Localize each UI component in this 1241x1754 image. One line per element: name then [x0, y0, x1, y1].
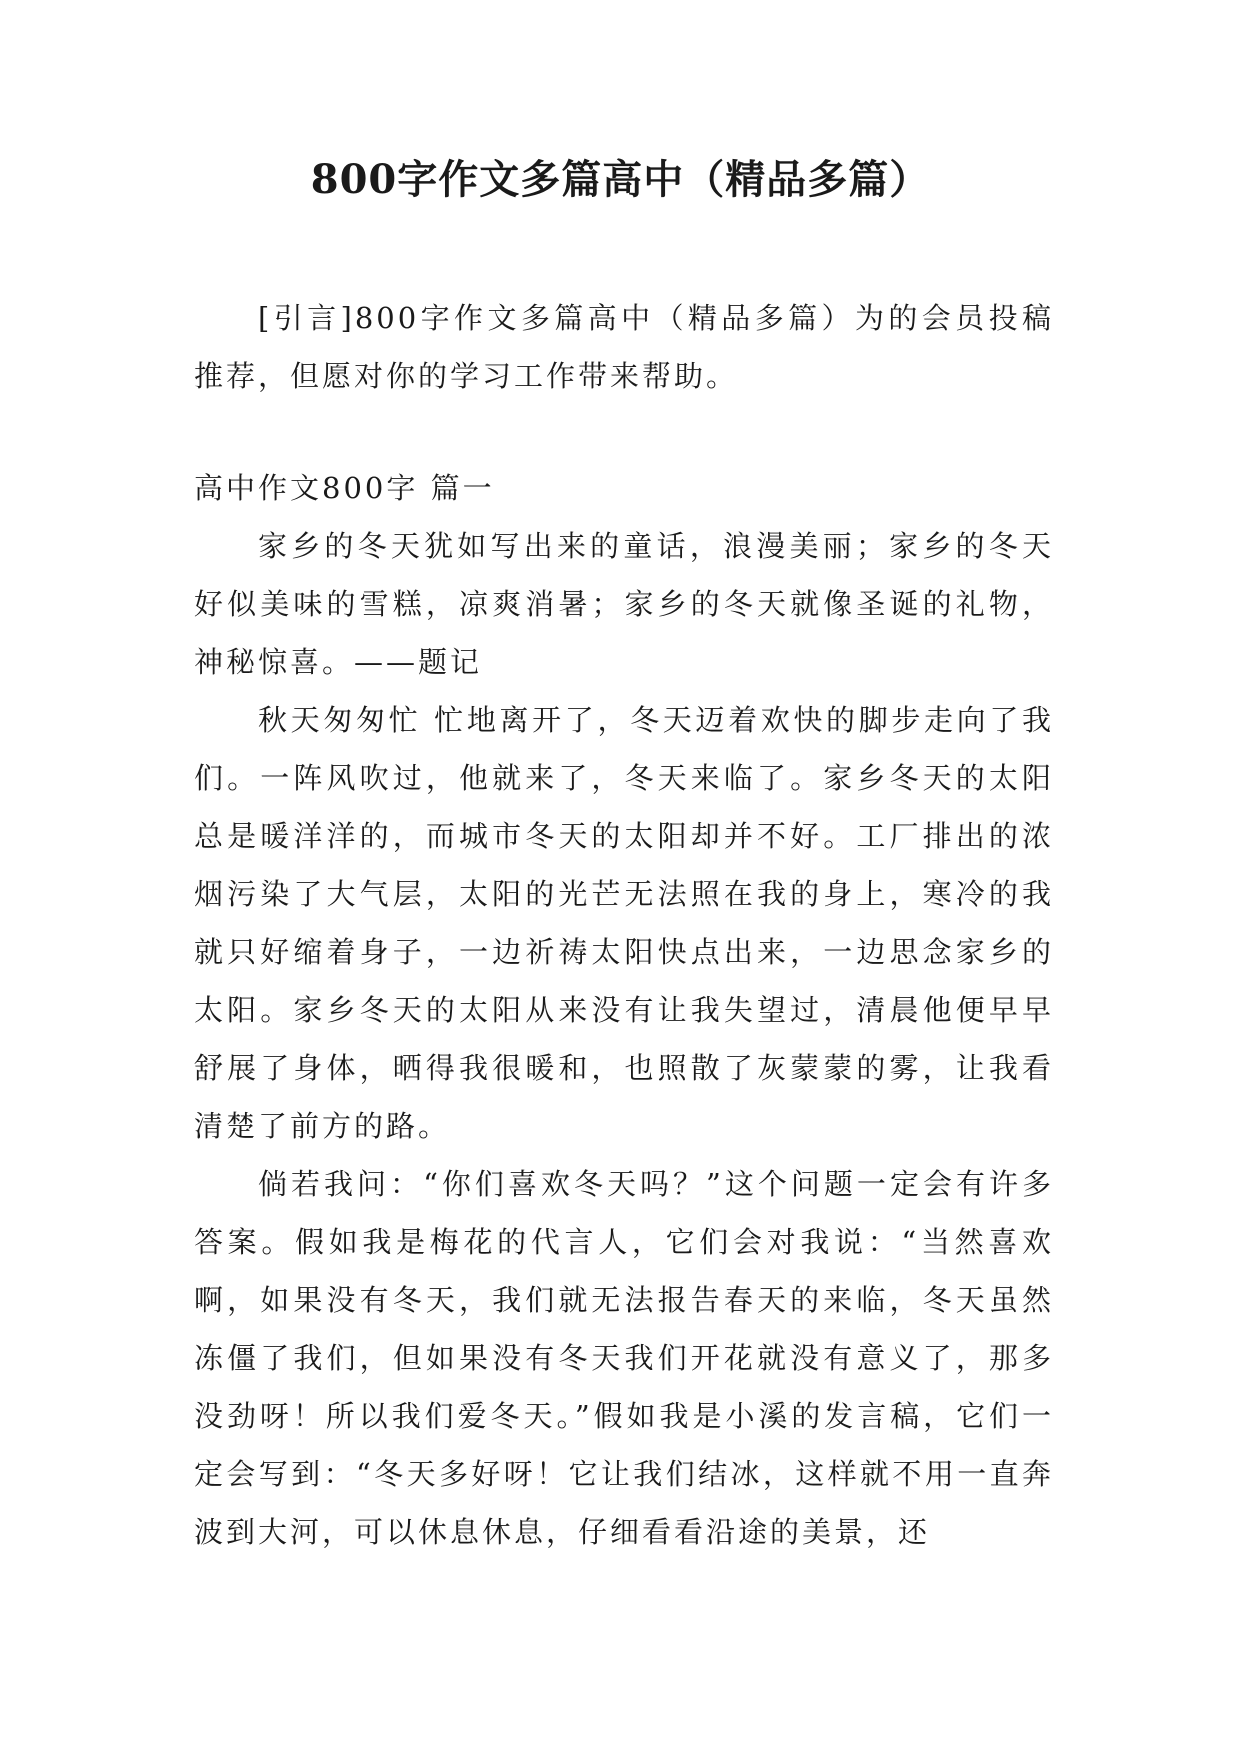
essay-paragraph-1: 家乡的冬天犹如写出来的童话，浪漫美丽；家乡的冬天好似美味的雪糕，凉爽消暑；家乡的冬天就像圣诞的礼物，神秘惊喜。——题记 — [194, 529, 1054, 679]
essay-paragraph-3: 倘若我问：“你们喜欢冬天吗？”这个问题一定会有许多答案。假如我是梅花的代言人，它们会对我说：“当然喜欢啊，如果没有冬天，我们就无法报告春天的来临，冬天虽然冻僵了我们，但如果没有冬天我们开花就没有意义了，那多没劲呀！所以我们爱冬天。”假如我是小溪的发言稿，它们一定会写到：“冬天多好呀！它让我们结冰，这样就不用一直奔波到大河，可以休息休息，仔细看看沿途的美景，还 — [194, 1167, 1054, 1549]
intro-paragraph: [引言]800字作文多篇高中（精品多篇）为的会员投稿推荐，但愿对你的学习工作带来帮助。 — [194, 301, 1054, 393]
essay-paragraph-2: 秋天匆匆忙 忙地离开了，冬天迈着欢快的脚步走向了我们。一阵风吹过，他就来了，冬天来临了。家乡冬天的太阳总是暖洋洋的，而城市冬天的太阳却并不好。工厂排出的浓烟污染了大气层，太阳的光芒无法照在我的身上，寒冷的我就只好缩着身子，一边祈祷太阳快点出来，一边思念家乡的太阳。家乡冬天的太阳从来没有让我失望过，清晨他便早早舒展了身体，晒得我很暖和，也照散了灰蒙蒙的雾，让我看清楚了前方的路。 — [194, 703, 1054, 1143]
document-title: 800字作文多篇高中（精品多篇） — [310, 156, 931, 203]
essay-section — [194, 459, 1054, 1561]
intro-block — [194, 289, 1054, 405]
section-heading: 高中作文800字 篇一 — [194, 471, 495, 505]
